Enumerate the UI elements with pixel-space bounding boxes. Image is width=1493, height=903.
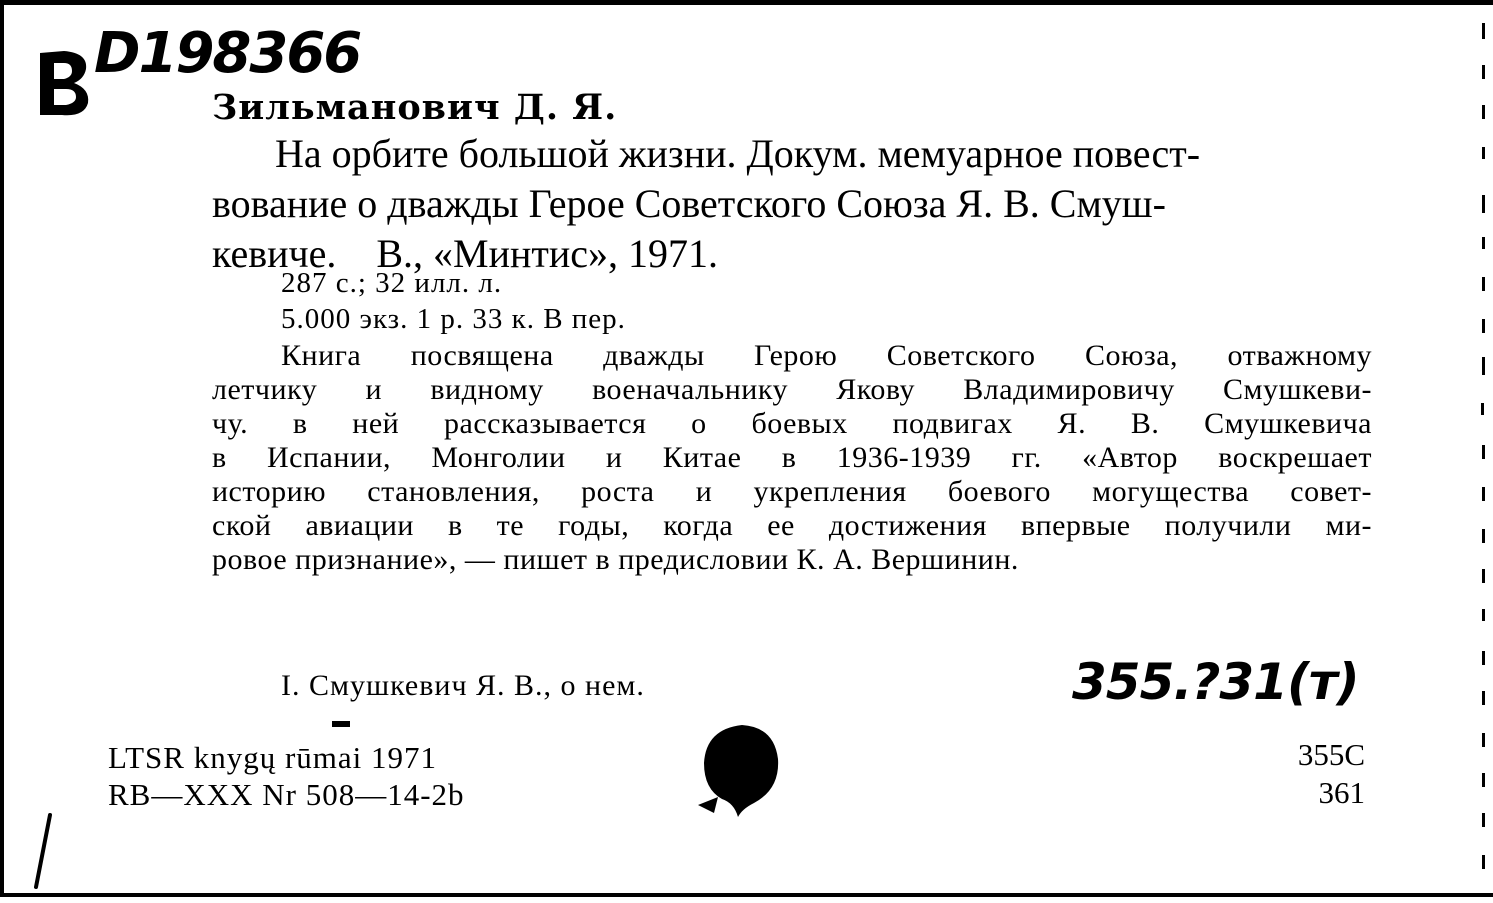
annotation-line: в Испании, Монголии и Китае в 1936-1939 гг. «Автор воскрешает <box>212 441 1372 474</box>
pen-stroke-mark <box>28 811 58 891</box>
publisher-line: LTSR knygų rūmai 1971 <box>108 740 438 775</box>
border-gap <box>709 897 754 903</box>
stamp-letter-b <box>34 47 94 119</box>
annotation-line: ской авиации в те годы, когда ее достижения впервые получили ми- <box>212 509 1372 542</box>
title-line: вование о дважды Герое Советского Союза Я. В. Смуш- <box>212 181 1166 226</box>
subject-heading: I. Смушкевич Я. В., о нем. <box>281 669 645 702</box>
title-statement <box>212 129 1372 279</box>
title-line: кевиче. В., «Минтис», 1971. <box>212 231 719 276</box>
annotation-line: историю становления, роста и укрепления боевого могущества совет- <box>212 475 1372 508</box>
title-line: На орбите большой жизни. Докум. мемуарное повест- <box>275 131 1201 176</box>
annotation-line: ровое признание», — пишет в предисловии К. А. Вершинин. <box>212 543 1019 576</box>
dash-mark <box>332 721 350 727</box>
annotation <box>212 339 1372 577</box>
edition-price: 5.000 экз. 1 р. 33 к. В пер. <box>281 303 626 335</box>
ink-blot <box>692 719 792 819</box>
annotation-line: летчику и видному военачальнику Якову Владимировичу Смушкеви- <box>212 373 1372 406</box>
handwritten-classification: 355.?31(т) <box>1072 653 1359 711</box>
classification-code: 355C <box>1297 737 1365 772</box>
annotation-line: чу. в ней рассказывается о боевых подвигах Я. В. Смушкевича <box>212 407 1372 440</box>
author-heading: Зильманович Д. Я. <box>212 87 618 128</box>
collation: 287 с.; 32 илл. л. <box>281 267 503 299</box>
series-number: RB—XXX Nr 508—14-2b <box>108 777 465 812</box>
annotation-line: Книга посвящена дважды Герою Советского Союза, отважному <box>281 339 1372 372</box>
card-edge-marks <box>1472 5 1493 902</box>
call-number: D198366 <box>94 21 361 86</box>
classification-code: 361 <box>1318 775 1365 810</box>
